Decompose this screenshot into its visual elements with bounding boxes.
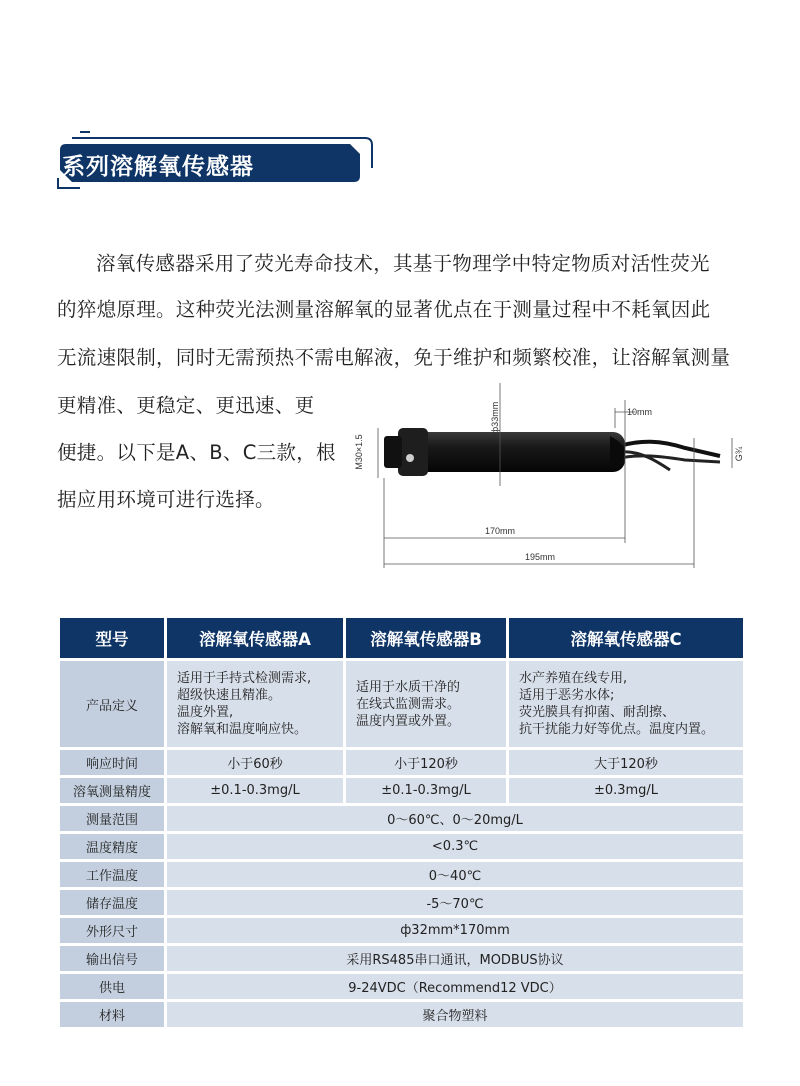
table-row-measure-range xyxy=(60,806,743,831)
definition-c-line: 适用于恶劣水体; xyxy=(519,688,615,703)
row-label: 输出信号 xyxy=(60,946,164,971)
dim-g-label: G¾ xyxy=(734,446,744,462)
table-row-definition xyxy=(60,661,743,747)
row-label: 温度精度 xyxy=(60,834,164,859)
definition-b-line: 在线式监测需求。 xyxy=(356,696,461,712)
row-label: 储存温度 xyxy=(60,890,164,915)
response-c: 大于120秒 xyxy=(509,750,743,775)
row-label: 溶氧测量精度 xyxy=(60,778,164,803)
row-value: 0～40℃ xyxy=(167,862,743,887)
table-row-temp-accuracy xyxy=(60,834,743,859)
sensor-dimension-drawing xyxy=(340,378,760,578)
section-title: 系列溶解氧传感器 xyxy=(62,154,254,180)
definition-c xyxy=(509,661,743,747)
definition-a-line: 超级快速且精准。 xyxy=(177,688,282,703)
row-value: 采用RS485串口通讯，MODBUS协议 xyxy=(167,946,743,971)
definition-b xyxy=(346,661,506,747)
table-row-work-temp xyxy=(60,862,743,887)
row-label: 测量范围 xyxy=(60,806,164,831)
row-value: 聚合物塑料 xyxy=(167,1002,743,1027)
definition-a-line: 适用于手持式检测需求, xyxy=(177,671,312,686)
accuracy-c: ±0.3mg/L xyxy=(509,778,743,803)
header-model: 型号 xyxy=(60,618,164,658)
row-value: <0.3℃ xyxy=(167,834,743,859)
response-b: 小于120秒 xyxy=(346,750,506,775)
dim-body-label: 170mm xyxy=(484,526,516,536)
dim-total-label: 195mm xyxy=(524,552,556,562)
row-label: 供电 xyxy=(60,974,164,999)
definition-b-line: 温度内置或外置。 xyxy=(356,713,461,729)
table-row-storage-temp xyxy=(60,890,743,915)
header-sensor-b: 溶解氧传感器B xyxy=(346,618,506,658)
table-header-row xyxy=(60,618,743,658)
intro-line: 溶氧传感器采用了荧光寿命技术，其基于物理学中特定物质对活性荧光 xyxy=(96,252,710,275)
row-label: 工作温度 xyxy=(60,862,164,887)
sensor-cable xyxy=(620,442,720,470)
row-value: 9-24VDC（Recommend12 VDC） xyxy=(167,974,743,999)
definition-a-line: 溶解氧和温度响应快。 xyxy=(177,722,308,737)
dimension-lines xyxy=(378,383,732,568)
intro-line: 据应用环境可进行选择。 xyxy=(57,488,275,511)
definition-c-line: 荧光膜具有抑菌、耐刮擦、 xyxy=(519,705,676,720)
table-row-output xyxy=(60,946,743,971)
header-sensor-a: 溶解氧传感器A xyxy=(167,618,343,658)
header-sensor-c: 溶解氧传感器C xyxy=(509,618,743,658)
dim-diameter-label: ф33mm xyxy=(490,401,500,435)
definition-b-line: 适用于水质干净的 xyxy=(356,679,461,695)
intro-line: 的猝熄原理。这种荧光法测量溶解氧的显著优点在于测量过程中不耗氧因此 xyxy=(57,298,711,321)
response-a: 小于60秒 xyxy=(167,750,343,775)
row-value: 0～60℃、0～20mg/L xyxy=(167,806,743,831)
sensor-body xyxy=(384,428,625,476)
intro-line: 无流速限制，同时无需预热不需电解液，免于维护和频繁校准，让溶解氧测量 xyxy=(57,346,731,369)
section-header xyxy=(50,128,380,194)
definition-a xyxy=(167,661,343,747)
row-label: 材料 xyxy=(60,1002,164,1027)
row-value: ф32mm*170mm xyxy=(167,918,743,943)
row-label: 产品定义 xyxy=(60,661,164,747)
definition-a-line: 温度外置, xyxy=(177,705,234,720)
table-row-dimensions xyxy=(60,918,743,943)
row-label: 外形尺寸 xyxy=(60,918,164,943)
definition-c-line: 水产养殖在线专用, xyxy=(519,671,628,686)
intro-line: 便捷。以下是A、B、C三款，根 xyxy=(57,441,336,464)
table-row-response xyxy=(60,750,743,775)
table-row-material xyxy=(60,1002,743,1027)
accuracy-a: ±0.1-0.3mg/L xyxy=(167,778,343,803)
dim-thread-label: M30×1.5 xyxy=(354,434,364,470)
intro-line: 更精准、更稳定、更迅速、更 xyxy=(57,394,315,417)
row-label: 响应时间 xyxy=(60,750,164,775)
dim-cable-label: 10mm xyxy=(627,407,653,417)
table-row-accuracy xyxy=(60,778,743,803)
accuracy-b: ±0.1-0.3mg/L xyxy=(346,778,506,803)
row-value: -5～70℃ xyxy=(167,890,743,915)
table-row-power xyxy=(60,974,743,999)
spec-table xyxy=(57,615,746,1030)
definition-c-line: 抗干扰能力好等优点。温度内置。 xyxy=(519,722,715,737)
